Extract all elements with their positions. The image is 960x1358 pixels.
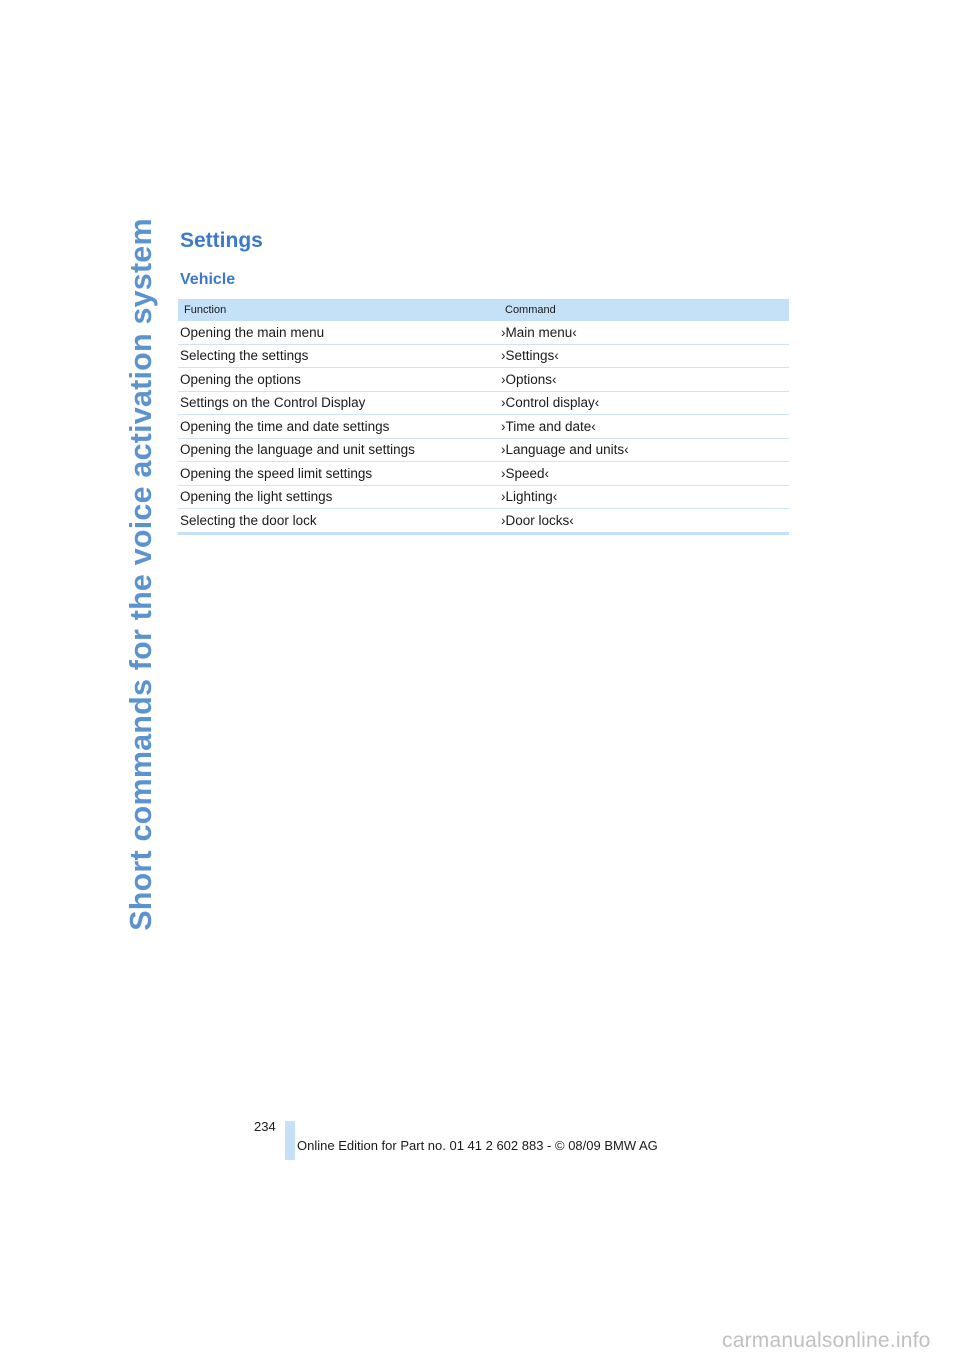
command-cell: ›Lighting‹	[497, 485, 789, 509]
function-cell: Selecting the settings	[178, 344, 497, 368]
header-function: Function	[178, 299, 497, 321]
table-row	[178, 462, 789, 486]
table-header-row	[178, 299, 789, 321]
table-row	[178, 485, 789, 509]
command-cell: ›Settings‹	[497, 344, 789, 368]
function-cell: Selecting the door lock	[178, 509, 497, 534]
command-cell: ›Control display‹	[497, 391, 789, 415]
function-cell: Opening the language and unit settings	[178, 438, 497, 462]
table-row	[178, 368, 789, 392]
command-cell: ›Door locks‹	[497, 509, 789, 534]
command-cell: ›Main menu‹	[497, 321, 789, 344]
page-number: 234	[254, 1119, 276, 1134]
header-command: Command	[497, 299, 789, 321]
edition-note: Online Edition for Part no. 01 41 2 602 883 - © 08/09 BMW AG	[297, 1138, 658, 1153]
side-chapter-title-text: Short commands for the voice activation system	[123, 217, 158, 931]
function-cell: Settings on the Control Display	[178, 391, 497, 415]
function-cell: Opening the options	[178, 368, 497, 392]
function-cell: Opening the time and date settings	[178, 415, 497, 439]
command-cell: ›Speed‹	[497, 462, 789, 486]
section-title: Settings	[180, 229, 263, 252]
function-cell: Opening the light settings	[178, 485, 497, 509]
table-row	[178, 391, 789, 415]
table-row	[178, 344, 789, 368]
command-table	[178, 299, 789, 535]
table-row	[178, 509, 789, 534]
command-cell: ›Options‹	[497, 368, 789, 392]
table-row	[178, 321, 789, 344]
subsection-title: Vehicle	[180, 271, 236, 288]
function-cell: Opening the main menu	[178, 321, 497, 344]
command-cell: ›Time and date‹	[497, 415, 789, 439]
watermark-link[interactable]: carmanualsonline.info	[722, 1329, 931, 1352]
side-chapter-title	[118, 217, 164, 931]
footer-accent-bar	[285, 1121, 295, 1160]
table-row	[178, 415, 789, 439]
function-cell: Opening the speed limit settings	[178, 462, 497, 486]
table-row	[178, 438, 789, 462]
command-cell: ›Language and units‹	[497, 438, 789, 462]
